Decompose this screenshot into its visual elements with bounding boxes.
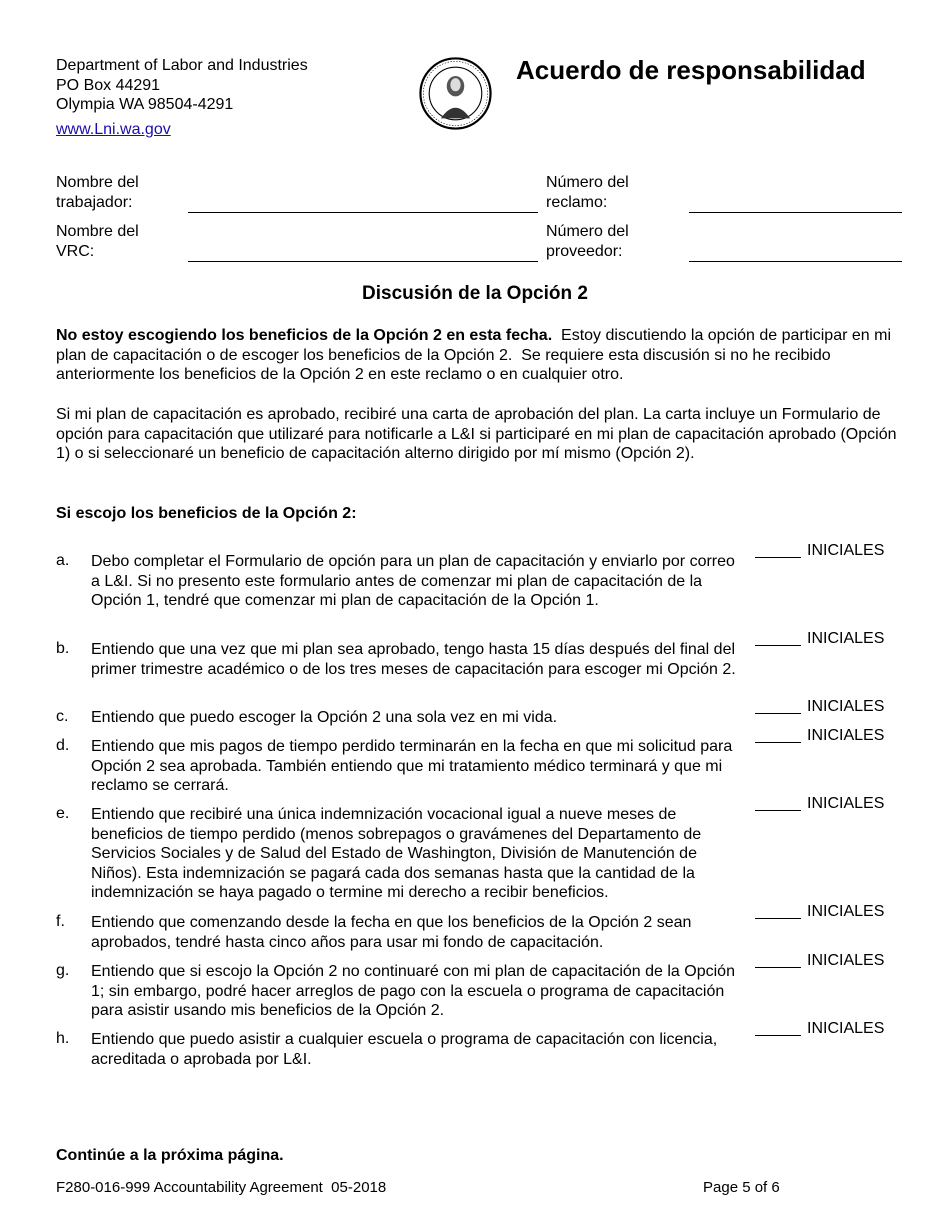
- item-letter: d.: [56, 737, 70, 754]
- worker-name-field[interactable]: [188, 212, 538, 213]
- item-letter: g.: [56, 962, 70, 979]
- website-link[interactable]: www.Lni.wa.gov: [56, 120, 171, 138]
- item-letter: c.: [56, 708, 69, 725]
- state-seal-icon: [419, 57, 492, 130]
- item-text: Entiendo que mis pagos de tiempo perdido terminarán en la fecha en que mi solicitud para Opción 2 sea aprobada. También entiendo que mi tratamiento médico terminará y que mi reclamo se cerrará.: [91, 738, 733, 795]
- initials-label: INICIALES: [807, 630, 885, 647]
- subheading: Si escojo los beneficios de la Opción 2:: [56, 505, 357, 522]
- paragraph-intro-bold: No estoy escogiendo los beneficios de la Opción 2 en esta fecha.: [56, 327, 553, 344]
- claim-number-label-line1: Número del: [546, 174, 629, 191]
- item-letter: e.: [56, 805, 70, 822]
- initials-field[interactable]: [755, 903, 884, 921]
- claim-number-field[interactable]: [689, 212, 902, 213]
- item-text: Entiendo que comenzando desde la fecha en que los beneficios de la Opción 2 sean aprobados, tendré hasta cinco años para usar mi fondo de capacitación.: [91, 914, 692, 951]
- initials-field[interactable]: [755, 542, 884, 560]
- initials-field[interactable]: [755, 1020, 884, 1038]
- initials-field[interactable]: [755, 952, 884, 970]
- paragraph-intro-text: Estoy discutiendo la opción de participar en mi plan de capacitación o de escoger los beneficios de la Opción 2. Se requiere esta discusión si no he recibido anteriormente los beneficios de la Opción 2 en este reclamo o en cualquier otro.: [56, 327, 896, 384]
- item-text: Debo completar el Formulario de opción para un plan de capacitación y enviarlo por correo a L&I. Si no presento este formulario antes de comenzar mi plan de capacitación de la Opción 1, tendré que comenzar mi plan de capacitación de la Opción 1.: [91, 553, 735, 610]
- worker-name-label: [56, 173, 139, 213]
- provider-number-label-line1: Número del: [546, 223, 629, 240]
- worker-name-label-line2: trabajador:: [56, 194, 133, 211]
- form-id: F280-016-999 Accountability Agreement 05-2018: [56, 1179, 387, 1196]
- item-letter: b.: [56, 640, 70, 657]
- item-text: Entiendo que una vez que mi plan sea aprobado, tengo hasta 15 días después del final del primer trimestre académico o de los tres meses de capacitación para escoger mi Opción 2.: [91, 641, 736, 678]
- item-text: Entiendo que si escojo la Opción 2 no continuaré con mi plan de capacitación de la Opción 1; sin embargo, podré hacer arreglos de pago con la escuela o programa de capacitación para asistir usando mis beneficios de la Opción 2.: [91, 963, 735, 1020]
- initials-label: INICIALES: [807, 727, 885, 744]
- item-letter: h.: [56, 1030, 70, 1047]
- vrc-name-label: [56, 222, 139, 262]
- item-text: Entiendo que puedo asistir a cualquier escuela o programa de capacitación con licencia, acreditada o aprobada por L&I.: [91, 1031, 718, 1068]
- paragraph-intro: [56, 326, 901, 385]
- provider-number-field[interactable]: [689, 261, 902, 262]
- agency-city: Olympia WA 98504-4291: [56, 96, 234, 113]
- agency-po-box: PO Box 44291: [56, 76, 161, 94]
- initials-field[interactable]: [755, 795, 884, 813]
- vrc-name-label-line2: VRC:: [56, 243, 95, 260]
- claim-number-label: [546, 173, 629, 213]
- item-text: Entiendo que puedo escoger la Opción 2 una sola vez en mi vida.: [91, 709, 558, 726]
- initials-label: INICIALES: [807, 952, 885, 969]
- paragraph-approval: Si mi plan de capacitación es aprobado, recibiré una carta de aprobación del plan. La carta incluye un Formulario de opción para capacitación que utilizaré para notificarle a L&I si participaré en mi plan de capacitación aprobado (Opción 1) o si seleccionaré un beneficio de capacitación alterno dirigido por mí mismo (Opción 2).: [56, 406, 897, 463]
- continue-note: Continúe a la próxima página.: [56, 1147, 284, 1164]
- initials-label: INICIALES: [807, 1020, 885, 1037]
- section-title: Discusión de la Opción 2: [362, 283, 588, 304]
- initials-field[interactable]: [755, 630, 884, 648]
- worker-name-label-line1: Nombre del: [56, 174, 139, 191]
- claim-number-label-line2: reclamo:: [546, 194, 608, 211]
- item-letter: f.: [56, 913, 65, 930]
- provider-number-label-line2: proveedor:: [546, 243, 623, 260]
- item-text: Entiendo que recibiré una única indemnización vocacional igual a nueve meses de beneficios de tiempo perdido (menos sobrepagos o gravámenes del Departamento de Servicios Sociales y de Salud del Estado de Washington, División de Manutención de Niños). Esta indemnización se pagará cada dos semanas hasta que la cantidad de la indemnización se haya pagado o termine mi derecho a recibir beneficios.: [91, 806, 702, 902]
- agency-address: [56, 56, 308, 139]
- initials-field[interactable]: [755, 698, 884, 716]
- agency-name: Department of Labor and Industries: [56, 57, 308, 74]
- initials-label: INICIALES: [807, 698, 885, 715]
- item-letter: a.: [56, 552, 70, 569]
- page-number: Page 5 of 6: [703, 1179, 780, 1196]
- form-title: Acuerdo de responsabilidad: [516, 55, 866, 85]
- vrc-name-field[interactable]: [188, 261, 538, 262]
- initials-label: INICIALES: [807, 795, 885, 812]
- provider-number-label: [546, 222, 629, 262]
- initials-label: INICIALES: [807, 542, 885, 559]
- initials-field[interactable]: [755, 727, 884, 745]
- initials-label: INICIALES: [807, 903, 885, 920]
- vrc-name-label-line1: Nombre del: [56, 223, 139, 240]
